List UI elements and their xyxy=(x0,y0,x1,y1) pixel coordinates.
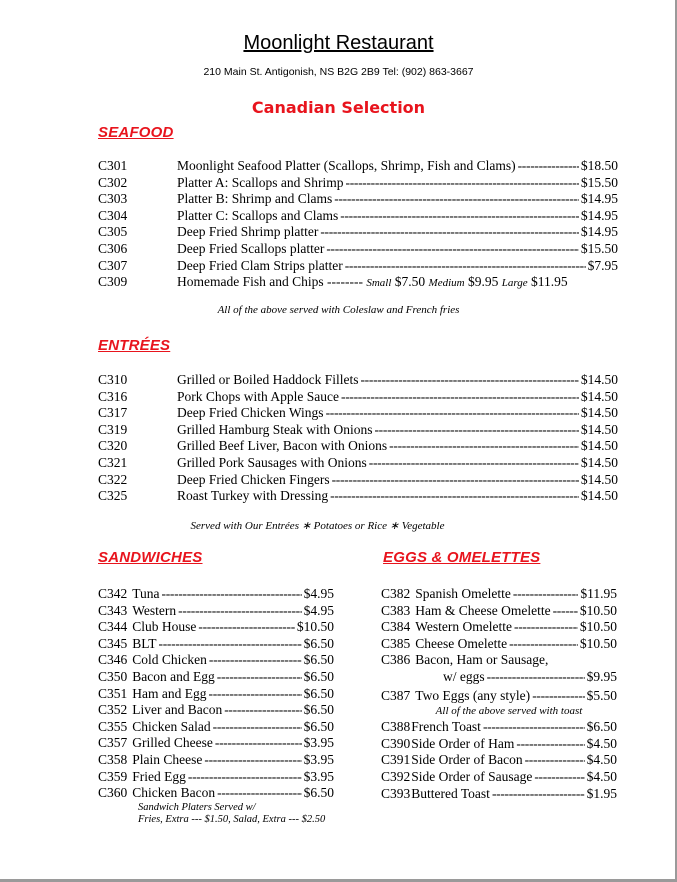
item-code: C355 xyxy=(98,718,128,734)
item-price: $15.50 xyxy=(580,240,618,256)
leader-dashes xyxy=(374,422,578,439)
item-price: $15.50 xyxy=(580,174,618,190)
menu-item-row xyxy=(98,785,334,802)
item-name: Platter B: Shrimp and Clams xyxy=(177,191,333,207)
item-code: C319 xyxy=(98,421,128,437)
item-name: Platter C: Scallops and Clams xyxy=(177,207,339,223)
item-code: C345 xyxy=(98,635,128,651)
menu-item-row xyxy=(98,752,334,769)
item-code: C383 xyxy=(381,602,411,618)
item-name: French Toast xyxy=(411,719,481,735)
leader-dashes xyxy=(209,652,302,669)
leader-dashes xyxy=(209,686,302,703)
item-name: Deep Fried Chicken Wings xyxy=(177,405,324,421)
item-price: $6.50 xyxy=(303,702,334,718)
item-name: Tuna xyxy=(132,586,160,601)
menu-item-row xyxy=(381,786,617,803)
menu-item-row xyxy=(381,688,617,705)
item-code: C352 xyxy=(98,702,128,718)
item-name: Deep Fried Chicken Fingers xyxy=(177,471,330,487)
item-price: $6.50 xyxy=(586,719,617,735)
item-name: Side Order of Sausage xyxy=(411,768,533,784)
sandwiches-note-line1: Sandwich Platers Served w/ xyxy=(138,802,256,813)
item-line xyxy=(177,241,618,258)
item-code: C304 xyxy=(98,207,128,223)
item-code: C350 xyxy=(98,668,128,684)
menu-item-row xyxy=(98,603,334,620)
item-code: C393 xyxy=(381,785,411,801)
item-code: C306 xyxy=(98,240,128,256)
item-name: Club House xyxy=(132,619,197,635)
leader-dashes xyxy=(326,241,579,258)
leader-dashes xyxy=(332,472,579,489)
section-heading-entrees: ENTRÉES xyxy=(98,337,171,354)
item-price: $6.50 xyxy=(303,635,334,651)
menu-item-row xyxy=(381,636,617,653)
item-price: $14.95 xyxy=(580,191,618,207)
item-code: C320 xyxy=(98,438,128,454)
item-price: $3.95 xyxy=(303,751,334,767)
item-name: Deep Fried Clam Strips platter xyxy=(177,257,343,273)
item-name: Moonlight Seafood Platter (Scallops, Shrimp, Fish and Clams) xyxy=(177,158,516,173)
item-price: $4.50 xyxy=(586,768,617,784)
size-large-price: $11.95 xyxy=(530,274,568,289)
entrees-list xyxy=(98,372,618,505)
menu-item-row xyxy=(98,208,618,225)
item-code: C305 xyxy=(98,224,128,240)
leader-dashes xyxy=(326,405,579,422)
item-price: $1.95 xyxy=(586,785,617,801)
item-name: Ham & Cheese Omelette xyxy=(415,602,551,618)
leader-dashes xyxy=(360,372,578,389)
menu-item-row xyxy=(98,619,334,636)
item-code: C384 xyxy=(381,619,411,635)
seafood-note: All of the above served with Coleslaw and French fries xyxy=(217,304,460,316)
item-code: C388 xyxy=(381,719,411,735)
menu-subtitle: Canadian Selection xyxy=(251,98,426,117)
item-code: C357 xyxy=(98,735,128,751)
item-code: C322 xyxy=(98,471,128,487)
leader-dashes xyxy=(334,191,579,208)
size-medium-label: Medium xyxy=(428,277,465,289)
item-price: $4.50 xyxy=(586,735,617,751)
item-name: Chicken Salad xyxy=(132,718,211,734)
item-price: $14.50 xyxy=(580,438,618,454)
item-price: $6.50 xyxy=(303,785,334,801)
leader-dashes xyxy=(514,619,578,636)
leader-dashes xyxy=(345,258,586,275)
item-name: Cheese Omelette xyxy=(415,635,508,651)
menu-item-row xyxy=(381,619,617,636)
entrees-note: Served with Our Entrées ∗ Potatoes or Rice ∗ Vegetable xyxy=(190,520,445,532)
leader-dashes xyxy=(224,702,301,719)
leader-dashes xyxy=(487,669,585,686)
leader-dashes xyxy=(213,719,302,736)
item-name: BLT xyxy=(132,635,157,651)
menu-item-row-continued xyxy=(381,669,617,686)
menu-item-row xyxy=(381,603,617,620)
menu-item-row xyxy=(98,175,618,192)
menu-item-row xyxy=(98,422,618,439)
menu-item-row xyxy=(381,652,617,669)
item-price: $3.95 xyxy=(303,735,334,751)
item-line xyxy=(177,488,618,505)
leader-dashes xyxy=(553,603,578,620)
item-code: C351 xyxy=(98,685,128,701)
leader-dashes xyxy=(389,438,579,455)
menu-item-row xyxy=(381,586,617,603)
leader-dashes xyxy=(215,735,302,752)
item-name: Deep Fried Scallops platter xyxy=(177,240,325,256)
menu-item-row xyxy=(98,224,618,241)
menu-item-row xyxy=(98,455,618,472)
item-price: $10.50 xyxy=(579,635,617,651)
item-code: C390 xyxy=(381,735,411,751)
leader-dashes xyxy=(516,736,584,753)
item-name: Bacon and Egg xyxy=(132,668,215,684)
section-heading-eggs: EGGS & OMELETTES xyxy=(383,549,541,566)
menu-item-row xyxy=(98,735,334,752)
item-price: $7.95 xyxy=(587,257,618,273)
menu-item-row xyxy=(98,405,618,422)
leader-dashes: -------- xyxy=(327,274,363,289)
item-name: Homemade Fish and Chips xyxy=(177,274,324,289)
leader-dashes xyxy=(159,636,302,653)
menu-item-row xyxy=(98,438,618,455)
item-price: $14.50 xyxy=(580,372,618,387)
leader-dashes xyxy=(483,719,585,736)
leader-dashes xyxy=(330,488,579,505)
menu-item-row xyxy=(98,669,334,686)
item-code: C392 xyxy=(381,768,411,784)
item-line xyxy=(177,175,618,192)
item-name-line2: w/ eggs xyxy=(443,668,485,684)
item-price: $4.95 xyxy=(303,602,334,618)
toast-note: All of the above served with toast xyxy=(435,705,583,718)
item-name: Western Omelette xyxy=(415,619,513,635)
seafood-list xyxy=(98,158,618,274)
item-price: $4.95 xyxy=(303,586,334,601)
leader-dashes xyxy=(217,785,302,802)
leader-dashes xyxy=(204,752,301,769)
menu-item-row xyxy=(98,769,334,786)
leader-dashes xyxy=(178,603,301,620)
item-code: C301 xyxy=(98,158,128,173)
item-line xyxy=(177,208,618,225)
menu-item-row xyxy=(381,752,617,769)
item-price: $14.50 xyxy=(580,405,618,421)
menu-item-row xyxy=(98,586,334,603)
section-heading-seafood: SEAFOOD xyxy=(98,124,174,141)
item-price: $9.95 xyxy=(586,668,617,684)
item-name: Bacon, Ham or Sausage, xyxy=(415,652,549,668)
item-code: C343 xyxy=(98,602,128,618)
item-name: Grilled Beef Liver, Bacon with Onions xyxy=(177,438,388,454)
size-large-label: Large xyxy=(501,277,528,289)
item-name: Cold Chicken xyxy=(132,652,207,668)
item-name: Side Order of Bacon xyxy=(411,752,523,768)
item-price: $5.50 xyxy=(586,687,617,703)
leader-dashes xyxy=(534,769,584,786)
item-code: C310 xyxy=(98,372,128,387)
item-line xyxy=(177,372,618,389)
item-line xyxy=(177,455,618,472)
item-price: $10.50 xyxy=(296,619,334,635)
menu-item-row xyxy=(98,488,618,505)
eggs-list xyxy=(381,586,617,802)
menu-item-row xyxy=(98,472,618,489)
leader-dashes xyxy=(162,586,302,603)
menu-item-row xyxy=(381,719,617,736)
item-price: $14.95 xyxy=(580,207,618,223)
item-price: $14.50 xyxy=(580,454,618,470)
item-code: C382 xyxy=(381,586,411,601)
menu-item-row xyxy=(381,769,617,786)
restaurant-title: Moonlight Restaurant xyxy=(243,32,434,54)
menu-item-row xyxy=(98,702,334,719)
sandwiches-note xyxy=(138,802,325,826)
item-line xyxy=(177,472,618,489)
item-name: Ham and Egg xyxy=(132,685,207,701)
item-name: Chicken Bacon xyxy=(132,785,216,801)
size-small-price: $7.50 xyxy=(394,274,426,289)
item-price: $4.50 xyxy=(586,752,617,768)
item-code: C321 xyxy=(98,454,128,470)
item-code: C386 xyxy=(381,652,411,668)
sandwiches-note-line2: Fries, Extra --- $1.50, Salad, Extra --- $2.50 xyxy=(138,814,326,825)
menu-item-row xyxy=(98,652,334,669)
item-code: C303 xyxy=(98,191,128,207)
size-small-label: Small xyxy=(366,277,392,289)
item-price: $14.50 xyxy=(580,488,618,504)
leader-dashes xyxy=(198,619,294,636)
item-code: C391 xyxy=(381,752,411,768)
item-price: $14.50 xyxy=(580,471,618,487)
leader-dashes xyxy=(532,688,584,705)
item-price: $10.50 xyxy=(579,619,617,635)
item-price: $14.50 xyxy=(580,421,618,437)
leader-dashes xyxy=(518,158,579,175)
item-name: Two Eggs (any style) xyxy=(415,687,531,703)
item-price: $11.95 xyxy=(580,586,617,601)
leader-dashes xyxy=(525,752,585,769)
fish-and-chips-row xyxy=(98,274,618,291)
leader-dashes xyxy=(509,636,578,653)
item-name: Grilled Hamburg Steak with Onions xyxy=(177,421,373,437)
item-name: Pork Chops with Apple Sauce xyxy=(177,388,339,404)
leader-dashes xyxy=(188,769,302,786)
item-name: Buttered Toast xyxy=(411,785,490,801)
size-medium-price: $9.95 xyxy=(467,274,499,289)
leader-dashes xyxy=(217,669,302,686)
item-code: C359 xyxy=(98,768,128,784)
menu-item-row xyxy=(98,372,618,389)
item-price: $3.95 xyxy=(303,768,334,784)
leader-dashes xyxy=(492,786,585,803)
sandwiches-list xyxy=(98,586,334,802)
item-name: Plain Cheese xyxy=(132,751,203,767)
leader-dashes xyxy=(346,175,579,192)
item-name: Platter A: Scallops and Shrimp xyxy=(177,174,344,190)
item-price: $10.50 xyxy=(579,602,617,618)
item-code: C346 xyxy=(98,652,128,668)
item-name: Grilled Cheese xyxy=(132,735,213,751)
menu-item-row xyxy=(98,191,618,208)
item-line xyxy=(177,422,618,439)
item-price: $6.50 xyxy=(303,652,334,668)
leader-dashes xyxy=(341,389,579,406)
item-code: C307 xyxy=(98,257,128,273)
menu-item-row xyxy=(98,636,334,653)
item-price: $18.50 xyxy=(580,158,618,173)
item-name: Grilled Pork Sausages with Onions xyxy=(177,454,367,470)
item-price: $14.95 xyxy=(580,224,618,240)
item-name: Western xyxy=(132,602,177,618)
item-code: C309 xyxy=(98,274,128,289)
item-line xyxy=(177,438,618,455)
item-code: C344 xyxy=(98,619,128,635)
item-line xyxy=(177,224,618,241)
fish-and-chips-line xyxy=(177,274,568,292)
item-price: $14.50 xyxy=(580,388,618,404)
item-code: C325 xyxy=(98,488,128,504)
menu-item-row xyxy=(98,389,618,406)
item-code: C360 xyxy=(98,785,128,801)
menu-item-row xyxy=(98,258,618,275)
item-price: $6.50 xyxy=(303,718,334,734)
leader-dashes xyxy=(513,586,579,603)
item-code: C385 xyxy=(381,635,411,651)
item-code: C316 xyxy=(98,388,128,404)
item-code: C387 xyxy=(381,687,411,703)
menu-item-row xyxy=(98,719,334,736)
item-name: Grilled or Boiled Haddock Fillets xyxy=(177,372,359,387)
item-name: Side Order of Ham xyxy=(411,735,515,751)
leader-dashes xyxy=(369,455,579,472)
menu-item-row xyxy=(98,158,618,175)
item-line xyxy=(177,158,618,175)
item-line xyxy=(177,191,618,208)
menu-item-row xyxy=(98,241,618,258)
restaurant-address: 210 Main St. Antigonish, NS B2G 2B9 Tel: (902) 863-3667 xyxy=(203,66,474,78)
item-line xyxy=(177,389,618,406)
item-name: Liver and Bacon xyxy=(132,702,223,718)
item-code: C358 xyxy=(98,751,128,767)
menu-item-row xyxy=(381,736,617,753)
item-price: $6.50 xyxy=(303,685,334,701)
section-heading-sandwiches: SANDWICHES xyxy=(98,549,203,566)
leader-dashes xyxy=(340,208,579,225)
item-line xyxy=(177,258,618,275)
item-name: Fried Egg xyxy=(132,768,186,784)
menu-item-row xyxy=(98,686,334,703)
item-name: Spanish Omelette xyxy=(415,586,511,601)
leader-dashes xyxy=(320,224,579,241)
item-name: Roast Turkey with Dressing xyxy=(177,488,329,504)
item-name: Deep Fried Shrimp platter xyxy=(177,224,319,240)
item-price: $6.50 xyxy=(303,668,334,684)
item-code: C317 xyxy=(98,405,128,421)
item-line xyxy=(177,405,618,422)
item-code: C302 xyxy=(98,174,128,190)
item-code: C342 xyxy=(98,586,128,601)
